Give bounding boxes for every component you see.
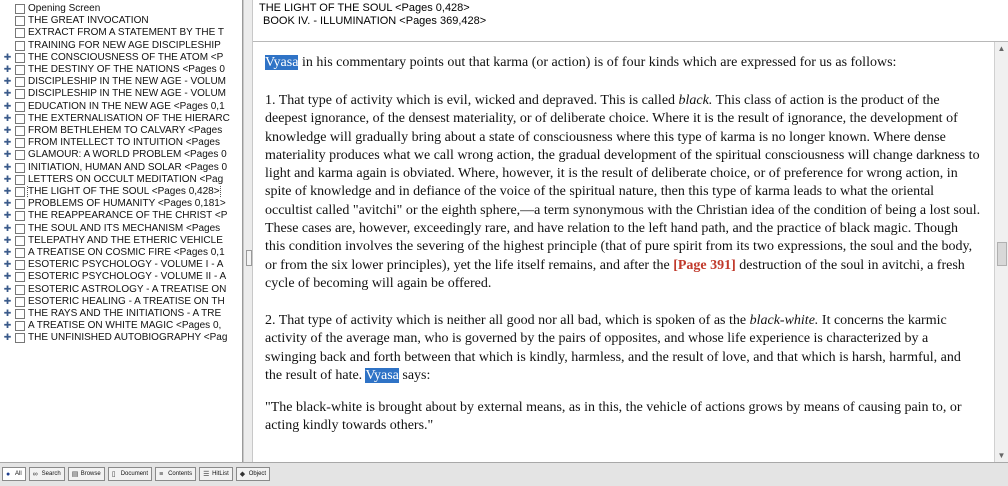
- tree-item-label: THE REAPPEARANCE OF THE CHRIST <P: [28, 210, 228, 222]
- paragraph-text: It concerns the karmic activity of the average man, who is governed by the pairs of opposites, and whose life experience is characterized by a swinging back and forth between that which is kindly, harmless, and the result of love, and that which is harsh, harmful, and the result of hate.: [265, 313, 961, 383]
- tree-item-label: THE EXTERNALISATION OF THE HIERARC: [28, 112, 230, 124]
- tree-item-label: ESOTERIC PSYCHOLOGY - VOLUME I - A: [28, 259, 224, 271]
- expand-plus-icon[interactable]: ✚: [3, 320, 12, 331]
- tree-item-label: EDUCATION IN THE NEW AGE <Pages 0,1: [28, 100, 225, 112]
- tree-item-checkbox[interactable]: [15, 150, 25, 160]
- tab-all[interactable]: [2, 467, 26, 481]
- tree-item[interactable]: [0, 125, 242, 137]
- tree-item-label: A TREATISE ON COSMIC FIRE <Pages 0,1: [28, 247, 225, 258]
- tree-item[interactable]: [0, 64, 242, 76]
- tree-item-label: ESOTERIC PSYCHOLOGY - VOLUME II - A: [28, 271, 227, 283]
- tree-item[interactable]: [0, 40, 242, 52]
- tree-item[interactable]: [0, 76, 242, 88]
- paragraph-text: says:: [398, 367, 431, 383]
- expand-plus-icon[interactable]: ✚: [3, 259, 12, 270]
- tree-item-checkbox[interactable]: [15, 211, 25, 221]
- tab-label: Object: [248, 471, 267, 477]
- expand-plus-icon[interactable]: ✚: [3, 271, 12, 282]
- expand-plus-icon[interactable]: ✚: [3, 161, 12, 172]
- tab-label: Browse: [80, 471, 101, 477]
- tree-item[interactable]: [0, 296, 242, 308]
- tree-item[interactable]: [0, 137, 242, 149]
- expand-plus-icon[interactable]: ✚: [3, 149, 12, 160]
- expand-plus-icon[interactable]: ✚: [3, 210, 12, 221]
- tree-item-label: THE SOUL AND ITS MECHANISM <Pages: [28, 222, 221, 234]
- document-pane: [253, 0, 1008, 462]
- expand-plus-icon[interactable]: ✚: [3, 64, 12, 74]
- expand-plus-icon[interactable]: ✚: [3, 308, 12, 318]
- document-text[interactable]: [253, 42, 995, 462]
- vertical-scrollbar[interactable]: [994, 42, 1008, 462]
- tree-item[interactable]: [0, 271, 242, 283]
- tree-item-checkbox[interactable]: [15, 65, 25, 75]
- expand-plus-icon[interactable]: ✚: [3, 76, 12, 87]
- tree-item-label: THE GREAT INVOCATION: [28, 15, 149, 27]
- paragraph-text: 1. That type of activity which is evil, wicked and depraved. This is called: [265, 93, 679, 108]
- tree-item-checkbox[interactable]: [15, 175, 25, 185]
- tree-item[interactable]: [0, 186, 242, 198]
- tree-item-label: TELEPATHY AND THE ETHERIC VEHICLE: [28, 234, 223, 246]
- tab-label: Contents: [168, 471, 193, 477]
- tree-item-label: THE LIGHT OF THE SOUL <Pages 0,428>: [28, 186, 220, 197]
- scroll-down-arrow-icon[interactable]: ▼: [997, 451, 1006, 460]
- tab-search[interactable]: [29, 467, 65, 481]
- tree-item-checkbox[interactable]: [15, 260, 25, 270]
- tree-item-label: FROM BETHLEHEM TO CALVARY <Pages: [28, 125, 223, 136]
- tree-item-checkbox[interactable]: [15, 126, 25, 136]
- tab-hitlist[interactable]: [199, 467, 233, 481]
- tree-item-checkbox[interactable]: [15, 138, 25, 148]
- tree-item-label: THE UNFINISHED AUTOBIOGRAPHY <Pag: [28, 332, 228, 344]
- tree-item[interactable]: [0, 174, 242, 186]
- expand-plus-icon[interactable]: ✚: [3, 247, 12, 257]
- tab-contents[interactable]: [155, 467, 196, 481]
- tree-item-label: THE CONSCIOUSNESS OF THE ATOM <P: [28, 51, 224, 63]
- pane-splitter[interactable]: [243, 0, 253, 462]
- tab-label: Document: [120, 471, 149, 477]
- tree-item-checkbox[interactable]: [15, 333, 25, 343]
- book-title: THE LIGHT OF THE SOUL <Pages 0,428>: [259, 2, 470, 14]
- expand-plus-icon[interactable]: ✚: [3, 112, 12, 123]
- paragraph-intro: [265, 54, 981, 72]
- tree-item-label: ESOTERIC HEALING - A TREATISE ON TH: [28, 295, 225, 307]
- contents-tree-panel[interactable]: [0, 0, 243, 462]
- paragraph-black-white-karma: [265, 312, 981, 385]
- tree-item-label: THE RAYS AND THE INITIATIONS - A TRE: [28, 308, 222, 319]
- tree-item-label: LETTERS ON OCCULT MEDITATION <Pag: [28, 173, 224, 185]
- expand-plus-icon[interactable]: ✚: [3, 100, 12, 111]
- tab-label: HitList: [212, 471, 229, 477]
- tree-item-checkbox[interactable]: [15, 248, 25, 258]
- tree-item[interactable]: [0, 88, 242, 100]
- tree-item[interactable]: [0, 320, 242, 332]
- tree-item[interactable]: [0, 223, 242, 235]
- tree-item[interactable]: [0, 247, 242, 259]
- page-icon: ▯: [111, 470, 116, 478]
- tab-label: All: [15, 471, 22, 477]
- tab-browse[interactable]: [68, 467, 105, 481]
- tree-item[interactable]: [0, 235, 242, 247]
- search-hit[interactable]: Vyasa: [365, 367, 399, 383]
- tree-item-checkbox[interactable]: [15, 163, 25, 173]
- tree-item[interactable]: [0, 27, 242, 39]
- page-reference-link[interactable]: [Page 391]: [673, 257, 736, 273]
- tree-item-checkbox[interactable]: [15, 16, 25, 26]
- tree-item-label: DISCIPLESHIP IN THE NEW AGE - VOLUM: [28, 88, 227, 100]
- tree-item-label: Opening Screen: [28, 3, 101, 14]
- tab-object[interactable]: [236, 467, 270, 481]
- scroll-up-arrow-icon[interactable]: ▲: [997, 44, 1006, 53]
- tree-item[interactable]: [0, 15, 242, 27]
- tree-item-label: EXTRACT FROM A STATEMENT BY THE T: [28, 27, 224, 39]
- tree-item-label: DISCIPLESHIP IN THE NEW AGE - VOLUM: [28, 76, 227, 88]
- tree-item-checkbox[interactable]: [15, 309, 25, 319]
- tree-item-label: PROBLEMS OF HUMANITY <Pages 0,181>: [28, 198, 226, 210]
- document-header: [253, 0, 1008, 42]
- expand-plus-icon[interactable]: ✚: [3, 125, 12, 135]
- contents-icon: ≡: [159, 470, 164, 478]
- scrollbar-thumb[interactable]: [997, 242, 1007, 266]
- binoculars-icon: ∞: [32, 470, 38, 478]
- tree-item-checkbox[interactable]: [15, 224, 25, 234]
- tree-item-checkbox[interactable]: [15, 102, 25, 112]
- expand-plus-icon[interactable]: ✚: [3, 234, 12, 245]
- paragraph-text: 2. That type of activity which is neither all good nor all bad, which is spoken of as the: [265, 313, 750, 328]
- expand-plus-icon[interactable]: ✚: [3, 137, 12, 148]
- tree-item-checkbox[interactable]: [15, 4, 25, 14]
- expand-plus-icon[interactable]: ✚: [3, 51, 12, 62]
- tree-item[interactable]: [0, 52, 242, 64]
- tree-item-checkbox[interactable]: [15, 114, 25, 124]
- tree-item[interactable]: [0, 149, 242, 161]
- emphasis-text: black-white.: [749, 313, 819, 328]
- tree-item-label: A TREATISE ON WHITE MAGIC <Pages 0,: [28, 320, 222, 332]
- expand-plus-icon[interactable]: ✚: [3, 198, 12, 209]
- tree-item[interactable]: [0, 113, 242, 125]
- tree-item[interactable]: [0, 3, 242, 15]
- tab-label: Search: [41, 471, 61, 477]
- tree-item-checkbox[interactable]: [15, 236, 25, 246]
- splitter-grip[interactable]: [246, 250, 252, 266]
- tree-item-checkbox[interactable]: [15, 28, 25, 38]
- tree-item[interactable]: [0, 162, 242, 174]
- tree-item[interactable]: [0, 332, 242, 344]
- expand-plus-icon[interactable]: ✚: [3, 173, 12, 184]
- tree-item-checkbox[interactable]: [15, 77, 25, 87]
- tree-item-checkbox[interactable]: [15, 297, 25, 307]
- tree-item[interactable]: [0, 284, 242, 296]
- paragraph-text: This class of action is the product of the deepest ignorance, of the densest materiality, or of deliberate choice. Where it is the result of ignorance, the development of knowledge will gradually bring about a state of consciousness where this type of karma is no longer known. Where dense materiality produces what we call wrong action, the gradual development of the spiritual consciousness will change darkness to light and karma again is obviated. Where, however, it is the result of deliberate choice, or of preference for wrong action, in spite of knowledge and in defiance of the voice of the spiritual nature, then this type of karma leads to what the oriental occultist called "avitchi" or the eighth sphere,—a term synonymous with the Christian idea of the condition of being a lost soul. These cases are, however, exceedingly rare, and have relation to the left hand path, and the practice of black magic. Though this condition involves the severing of the highest principle (that of pure spirit from its two expressions, the soul and the body, or from the six lower principles), yet the life itself remains, and after the: [265, 93, 981, 273]
- tree-item-checkbox[interactable]: [15, 285, 25, 295]
- tree-item[interactable]: [0, 198, 242, 210]
- tree-item[interactable]: [0, 259, 242, 271]
- tree-item[interactable]: [0, 308, 242, 320]
- section-title: BOOK IV. - ILLUMINATION <Pages 369,428>: [263, 15, 487, 27]
- tree-item-checkbox[interactable]: [15, 41, 25, 51]
- object-icon: ◆: [239, 470, 246, 478]
- paragraph-black-karma: [265, 92, 981, 293]
- book-icon: ▤: [71, 470, 79, 478]
- tree-item-label: THE DESTINY OF THE NATIONS <Pages 0: [28, 64, 225, 75]
- list-icon: ☰: [203, 470, 210, 478]
- paragraph-text: in his commentary points out that karma (or action) is of four kinds which are expressed for us as follows:: [298, 55, 897, 70]
- tree-item-label: TRAINING FOR NEW AGE DISCIPLESHIP: [28, 39, 221, 51]
- tree-item-checkbox[interactable]: [15, 53, 25, 63]
- search-hit[interactable]: Vyasa: [265, 55, 299, 70]
- tree-item-checkbox[interactable]: [15, 187, 25, 197]
- tree-item-label: ESOTERIC ASTROLOGY - A TREATISE ON: [28, 283, 227, 295]
- view-tab-bar: [0, 462, 1008, 486]
- expand-plus-icon[interactable]: ✚: [3, 295, 12, 306]
- tree-item-checkbox[interactable]: [15, 89, 25, 99]
- tree-item-checkbox[interactable]: [15, 321, 25, 331]
- expand-plus-icon[interactable]: ✚: [3, 283, 12, 294]
- globe-icon: ●: [6, 470, 11, 478]
- expand-plus-icon[interactable]: ✚: [3, 88, 12, 99]
- tree-item[interactable]: [0, 210, 242, 222]
- paragraph-text: destruction of the soul in avitchi, a fresh cycle of becoming will again be offered.: [265, 257, 965, 291]
- expand-plus-icon[interactable]: ✚: [3, 222, 12, 233]
- tab-document[interactable]: [108, 467, 152, 481]
- tree-item-label: INITIATION, HUMAN AND SOLAR <Pages 0: [28, 161, 228, 173]
- emphasis-text: black.: [678, 93, 713, 108]
- tree-item-checkbox[interactable]: [15, 199, 25, 209]
- tree-item-label: GLAMOUR: A WORLD PROBLEM <Pages 0: [28, 149, 227, 161]
- expand-plus-icon[interactable]: ✚: [3, 186, 12, 196]
- expand-plus-icon[interactable]: ✚: [3, 332, 12, 343]
- paragraph-quote: "The black-white is brought about by external means, as in this, the vehicle of actions grows by means of causing pain to, or acting kindly towards others.": [265, 400, 962, 434]
- tree-item-checkbox[interactable]: [15, 272, 25, 282]
- tree-item-label: FROM INTELLECT TO INTUITION <Pages: [28, 137, 220, 149]
- tree-item[interactable]: [0, 101, 242, 113]
